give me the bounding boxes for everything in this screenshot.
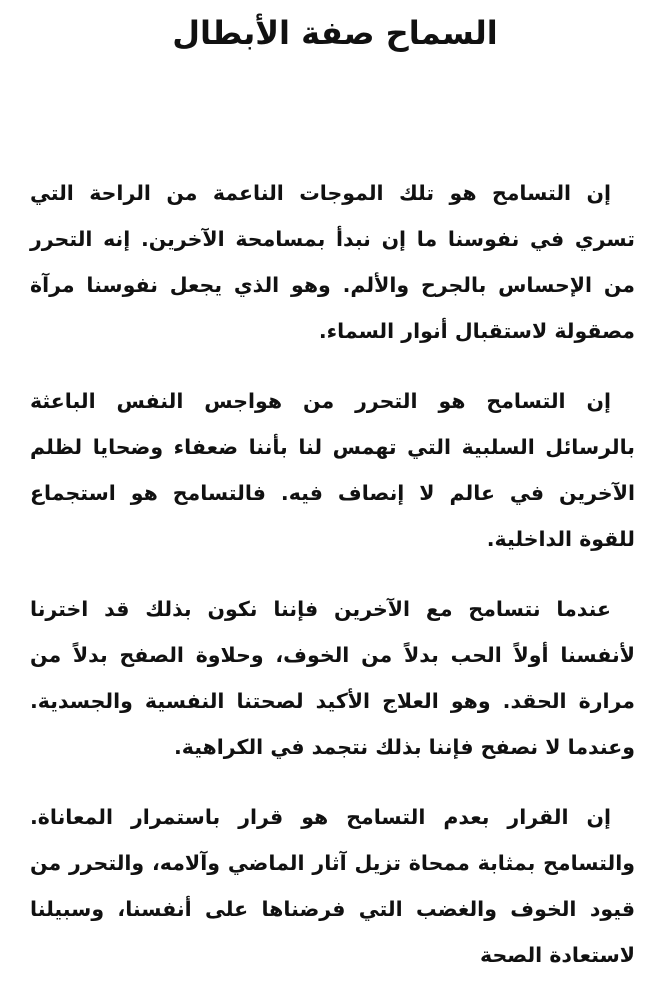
body-text <box>30 170 635 1002</box>
paragraph-1: إن التسامح هو تلك الموجات الناعمة من الراحة التي تسري في نفوسنا ما إن نبدأ بمسامحة الآخرين. إنه التحرر من الإحساس بالجرح والألم. وهو الذي يجعل نفوسنا مرآة مصقولة لاستقبال أنوار السماء. <box>30 181 635 343</box>
paragraph-2: إن التسامح هو التحرر من هواجس النفس الباعثة بالرسائل السلبية التي تهمس لنا بأننا ضعفاء وضحايا لظلم الآخرين في عالم لا إنصاف فيه. فالتسامح هو استجماع للقوة الداخلية. <box>30 389 635 551</box>
page-title: السماح صفة الأبطال <box>172 14 498 52</box>
paragraph-4: إن القرار بعدم التسامح هو قرار باستمرار المعاناة. والتسامح بمثابة ممحاة تزيل آثار الماضي وآلامه، والتحرر من قيود الخوف والغضب التي فرضناها على أنفسنا، وسبيلنا لاستعادة الصحة <box>30 805 635 967</box>
paragraph-3: عندما نتسامح مع الآخرين فإننا نكون بذلك قد اخترنا لأنفسنا أولاً الحب بدلاً من الخوف، وحلاوة الصفح بدلاً من مرارة الحقد. وهو العلاج الأكيد لصحتنا النفسية والجسدية. وعندما لا نصفح فإننا بذلك نتجمد في الكراهية. <box>30 597 635 759</box>
